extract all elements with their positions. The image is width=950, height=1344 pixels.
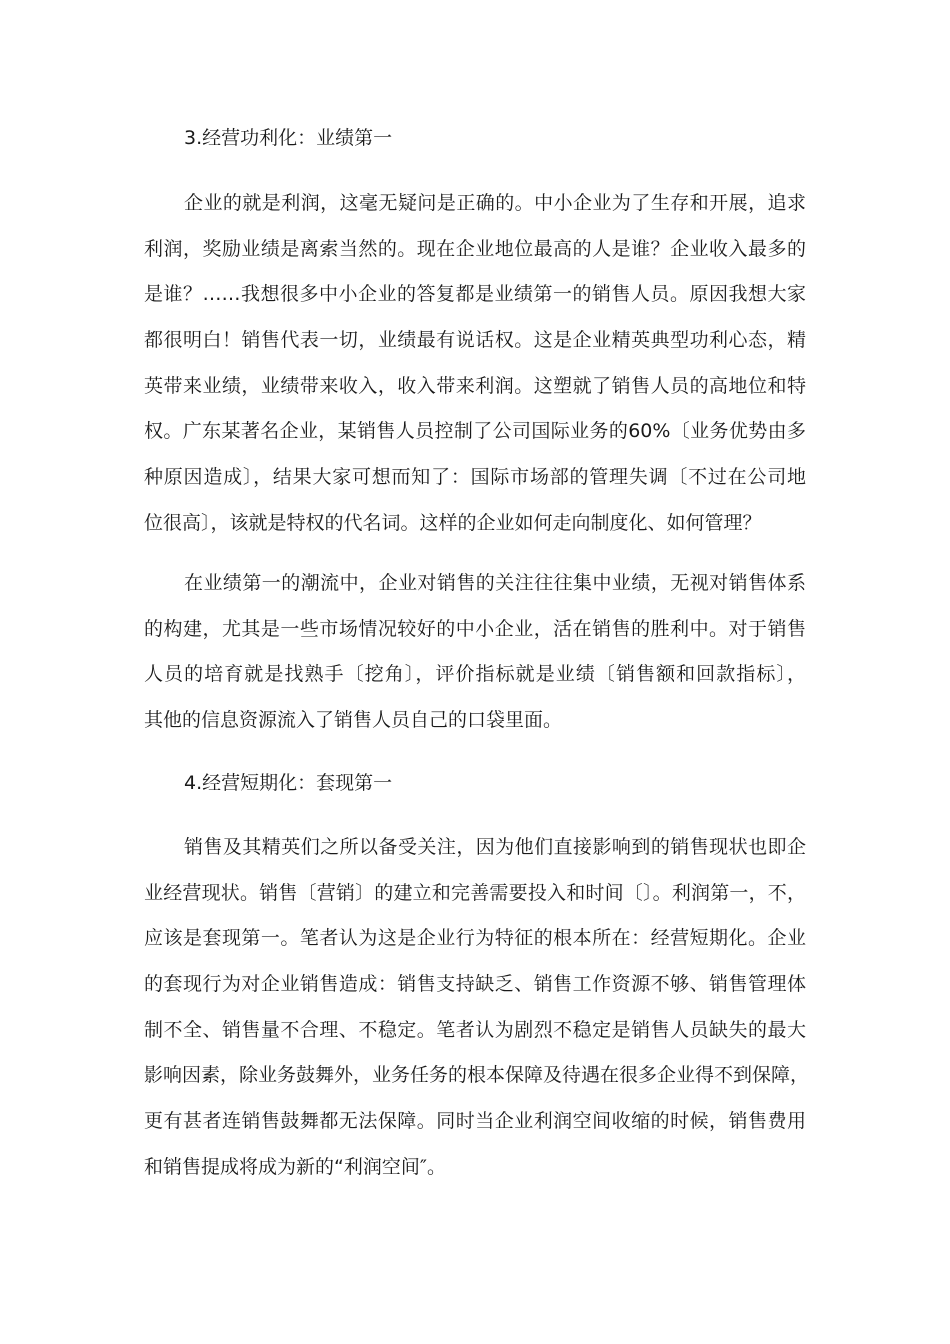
section-heading: 4.经营短期化：套现第一 — [184, 772, 393, 794]
paragraph-line: 种原因造成〕，结果大家可想而知了：国际市场部的管理失调〔不过在公司地 — [144, 466, 806, 489]
paragraph-line: 业经营现状。销售〔营销〕的建立和完善需要投入和时间〔〕。利润第一，不， — [144, 881, 806, 904]
paragraph-line: 权。广东某著名企业，某销售人员控制了公司国际业务的60%〔业务优势由多 — [144, 420, 806, 443]
paragraph — [144, 191, 806, 557]
paragraph-line: 在业绩第一的潮流中，企业对销售的关注往往集中业绩，无视对销售体系 — [184, 572, 806, 594]
paragraph-line: 企业的就是利润，这毫无疑问是正确的。中小企业为了生存和开展，追求 — [184, 192, 806, 214]
paragraph-line: 是谁？……我想很多中小企业的答复都是业绩第一的销售人员。原因我想大家 — [144, 283, 806, 306]
paragraph-line: 人员的培育就是找熟手〔挖角〕，评价指标就是业绩〔销售额和回款指标〕， — [144, 663, 806, 686]
paragraph-line: 更有甚者连销售鼓舞都无法保障。同时当企业利润空间收缩的时候，销售费用 — [144, 1110, 806, 1133]
paragraph-line: 位很高〕，该就是特权的代名词。这样的企业如何走向制度化、如何管理？ — [144, 511, 762, 534]
paragraph-line: 英带来业绩，业绩带来收入，收入带来利润。这塑就了销售人员的高地位和特 — [144, 374, 806, 397]
paragraph — [144, 571, 806, 754]
paragraph — [144, 835, 810, 1201]
paragraph-line: 的套现行为对企业销售造成：销售支持缺乏、销售工作资源不够、销售管理体 — [144, 973, 806, 996]
paragraph-line: 和销售提成将成为新的“利润空间″。 — [144, 1155, 446, 1178]
section-heading: 3.经营功利化：业绩第一 — [184, 127, 393, 149]
paragraph-line: 制不全、销售量不合理、不稳定。笔者认为剧烈不稳定是销售人员缺失的最大 — [144, 1018, 806, 1041]
paragraph-line: 都很明白！销售代表一切，业绩最有说话权。这是企业精英典型功利心态，精 — [144, 329, 806, 352]
paragraph-line: 影响因素，除业务鼓舞外，业务任务的根本保障及待遇在很多企业得不到保障， — [144, 1064, 810, 1087]
paragraph-line: 应该是套现第一。笔者认为这是企业行为特征的根本所在：经营短期化。企业 — [144, 927, 806, 950]
paragraph-line: 利润，奖励业绩是离索当然的。现在企业地位最高的人是谁？企业收入最多的 — [144, 237, 806, 260]
paragraph-line: 其他的信息资源流入了销售人员自己的口袋里面。 — [144, 709, 563, 732]
paragraph-line: 的构建，尤其是一些市场情况较好的中小企业，活在销售的胜利中。对于销售 — [144, 617, 806, 640]
paragraph-line: 销售及其精英们之所以备受关注，因为他们直接影响到的销售现状也即企 — [184, 836, 806, 858]
